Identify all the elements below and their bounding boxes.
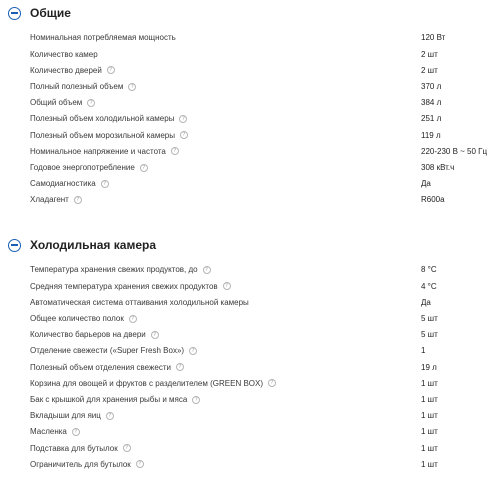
minus-circle-icon[interactable]	[8, 7, 21, 20]
question-circle-icon[interactable]: ?	[189, 347, 197, 355]
spec-value: 1 шт	[421, 443, 438, 453]
question-circle-icon[interactable]: ?	[180, 131, 188, 139]
question-circle-icon[interactable]: ?	[107, 66, 115, 74]
spec-row	[30, 408, 490, 424]
spec-row	[30, 278, 490, 294]
question-circle-icon[interactable]: ?	[123, 444, 131, 452]
spec-value: Да	[421, 297, 431, 307]
spec-label	[30, 427, 420, 436]
spec-label-text: Корзина для овощей и фруктов с разделителем (GREEN BOX)	[30, 378, 263, 388]
spec-row	[30, 30, 490, 46]
spec-label	[30, 330, 420, 339]
spec-label	[30, 460, 420, 469]
spec-label	[30, 395, 420, 404]
spec-value: 1	[421, 346, 426, 356]
spec-label-text: Ограничитель для бутылок	[30, 459, 131, 469]
spec-value: 1 шт	[421, 395, 438, 405]
spec-label	[30, 298, 420, 307]
spec-value: 2 шт	[421, 65, 438, 75]
spec-value: 1 шт	[421, 459, 438, 469]
spec-value: 1 шт	[421, 378, 438, 388]
question-circle-icon[interactable]: ?	[203, 266, 211, 274]
spec-row	[30, 192, 490, 208]
spec-label	[30, 282, 420, 291]
spec-label	[30, 98, 420, 107]
spec-row	[30, 160, 490, 176]
spec-label	[30, 363, 420, 372]
spec-label-text: Количество дверей	[30, 65, 102, 75]
spec-value: Да	[421, 179, 431, 189]
spec-label	[30, 379, 420, 388]
question-circle-icon[interactable]: ?	[136, 460, 144, 468]
spec-label	[30, 444, 420, 453]
spec-label	[30, 131, 420, 140]
spec-label-text: Общий объем	[30, 98, 83, 108]
spec-value: 251 л	[421, 114, 442, 124]
spec-label	[30, 66, 420, 75]
question-circle-icon[interactable]: ?	[129, 315, 137, 323]
spec-label-text: Полезный объем морозильной камеры	[30, 130, 175, 140]
question-circle-icon[interactable]: ?	[192, 396, 200, 404]
spec-value: 308 кВт.ч	[421, 163, 455, 173]
spec-label-text: Масленка	[30, 427, 67, 437]
spec-label	[30, 163, 420, 172]
spec-label	[30, 411, 420, 420]
question-circle-icon[interactable]: ?	[106, 412, 114, 420]
section-title: Общие	[30, 6, 71, 20]
spec-value: 220-230 В ~ 50 Гц	[421, 146, 488, 156]
spec-row	[30, 440, 490, 456]
spec-row	[30, 392, 490, 408]
spec-row	[30, 424, 490, 440]
spec-row	[30, 95, 490, 111]
spec-label-text: Общее количество полок	[30, 314, 124, 324]
spec-label-text: Номинальное напряжение и частота	[30, 146, 166, 156]
section-header-general[interactable]	[8, 5, 71, 21]
spec-value: 19 л	[421, 362, 437, 372]
spec-row	[30, 79, 490, 95]
question-circle-icon[interactable]: ?	[151, 331, 159, 339]
question-circle-icon[interactable]: ?	[223, 282, 231, 290]
spec-label-text: Средняя температура хранения свежих продуктов	[30, 281, 218, 291]
question-circle-icon[interactable]: ?	[140, 164, 148, 172]
spec-label-text: Полный полезный объем	[30, 82, 124, 92]
spec-label	[30, 195, 420, 204]
spec-label-text: Количество барьеров на двери	[30, 330, 146, 340]
spec-value: 5 шт	[421, 330, 438, 340]
spec-value: 370 л	[421, 82, 442, 92]
spec-value: 1 шт	[421, 427, 438, 437]
question-circle-icon[interactable]: ?	[176, 363, 184, 371]
spec-row	[30, 127, 490, 143]
section-header-fridge-compartment[interactable]	[8, 237, 156, 253]
spec-value: 5 шт	[421, 314, 438, 324]
spec-row	[30, 294, 490, 310]
spec-label-text: Полезный объем холодильной камеры	[30, 114, 175, 124]
spec-row	[30, 311, 490, 327]
spec-value: 119 л	[421, 130, 441, 140]
spec-label-text: Самодиагностика	[30, 179, 96, 189]
spec-label-text: Подставка для бутылок	[30, 443, 118, 453]
spec-row	[30, 375, 490, 391]
spec-label-text: Количество камер	[30, 49, 98, 59]
spec-value: 4 °С	[421, 281, 437, 291]
section-title: Холодильная камера	[30, 238, 156, 252]
spec-label	[30, 147, 420, 156]
spec-row	[30, 46, 490, 62]
question-circle-icon[interactable]: ?	[128, 83, 136, 91]
spec-label-text: Бак с крышкой для хранения рыбы и мяса	[30, 395, 188, 405]
question-circle-icon[interactable]: ?	[171, 147, 179, 155]
spec-row	[30, 143, 490, 159]
spec-label	[30, 265, 420, 274]
question-circle-icon[interactable]: ?	[179, 115, 187, 123]
spec-row	[30, 359, 490, 375]
question-circle-icon[interactable]: ?	[87, 99, 95, 107]
spec-value: 120 Вт	[421, 33, 446, 43]
question-circle-icon[interactable]: ?	[72, 428, 80, 436]
question-circle-icon[interactable]: ?	[74, 196, 82, 204]
spec-label-text: Годовое энергопотребление	[30, 163, 135, 173]
spec-value: 384 л	[421, 98, 442, 108]
spec-row	[30, 176, 490, 192]
spec-label	[30, 50, 420, 59]
spec-label-text: Температура хранения свежих продуктов, до	[30, 265, 198, 275]
spec-row	[30, 262, 490, 278]
spec-label-text: Хладагент	[30, 195, 69, 205]
spec-label	[30, 82, 420, 91]
spec-label	[30, 33, 420, 42]
minus-circle-icon[interactable]	[8, 239, 21, 252]
spec-label-text: Номинальная потребляемая мощность	[30, 33, 176, 43]
spec-label-text: Вкладыши для яиц	[30, 411, 101, 421]
spec-label	[30, 314, 420, 323]
spec-label	[30, 346, 420, 355]
spec-row	[30, 327, 490, 343]
question-circle-icon[interactable]: ?	[101, 180, 109, 188]
spec-row	[30, 456, 490, 472]
spec-label	[30, 114, 420, 123]
spec-row	[30, 343, 490, 359]
question-circle-icon[interactable]: ?	[268, 379, 276, 387]
spec-value: 8 °С	[421, 265, 437, 275]
spec-value: 1 шт	[421, 411, 438, 421]
spec-value: 2 шт	[421, 49, 438, 59]
spec-row	[30, 111, 490, 127]
spec-label-text: Полезный объем отделения свежести	[30, 362, 171, 372]
spec-row	[30, 62, 490, 78]
spec-label	[30, 179, 420, 188]
spec-label-text: Автоматическая система оттаивания холодильной камеры	[30, 297, 249, 307]
spec-value: R600a	[421, 195, 445, 205]
spec-label-text: Отделение свежести («Super Fresh Box»)	[30, 346, 185, 356]
